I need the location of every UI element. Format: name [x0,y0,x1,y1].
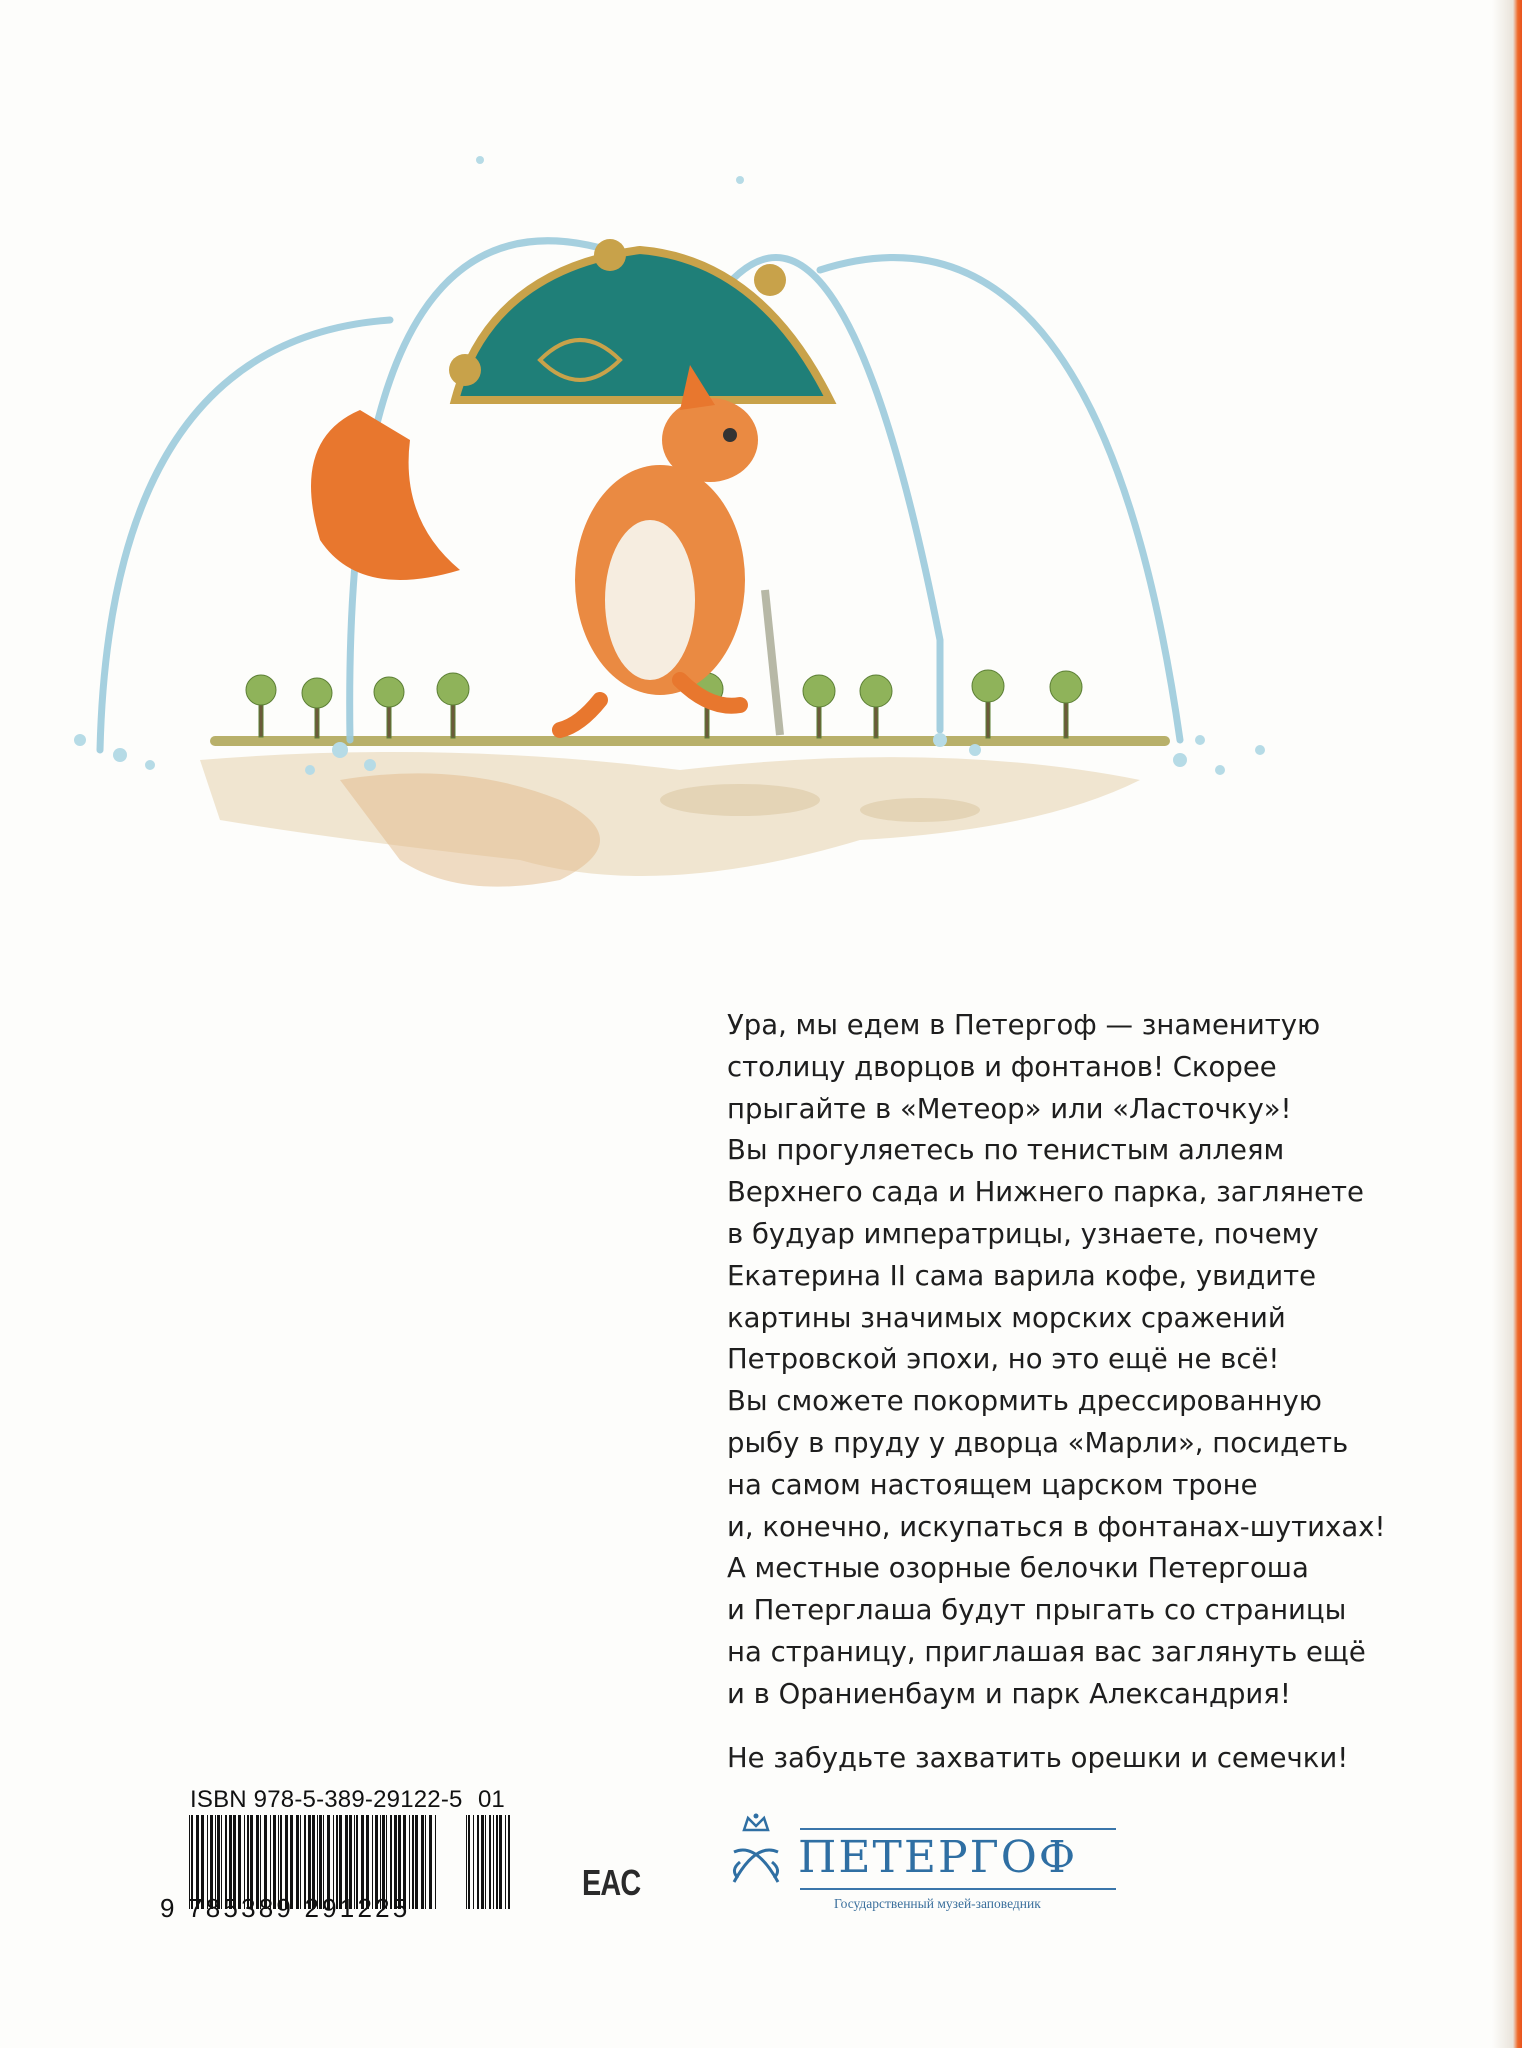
blurb-line: на самом настоящем царском троне [727,1468,1258,1501]
eac-certification-mark: EAC [582,1862,641,1903]
blurb-line: столицу дворцов и фонтанов! Скорее [727,1050,1277,1083]
blurb-line: на страницу, приглашая вас заглянуть ещё [727,1635,1366,1668]
logo-name: ПЕТЕРГОФ [798,1832,1078,1883]
peterhof-museum-logo [722,1808,1122,1918]
blurb-line: Вы прогуляетесь по тенистым аллеям [727,1134,1285,1167]
logo-subtitle: Государственный музей-заповедник [834,1896,1041,1911]
blurb-line: А местные озорные белочки Петергоша [727,1552,1309,1585]
blurb-line: и Петерглаша будут прыгать со страницы [727,1594,1347,1627]
blurb-line: и в Ораниенбаум и парк Александрия! [727,1677,1291,1710]
blurb-line: рыбу в пруду у дворца «Марли», посидеть [727,1426,1349,1459]
logo-rule-bottom [800,1888,1116,1890]
blurb-paragraph [727,1005,1386,1716]
blurb-line: Ура, мы едем в Петергоф — знаменитую [727,1009,1321,1041]
logo-rule-top [800,1828,1116,1830]
water-reflection [200,752,1140,887]
isbn-label: ISBN 978-5-389-29122-5 [190,1786,463,1813]
blurb-line: Верхнего сада и Нижнего парка, заглянете [727,1176,1364,1209]
blurb-line: картины значимых морских сражений [727,1301,1286,1334]
tricorn-hat [449,239,830,400]
addon-barcode [465,1815,511,1909]
blurb-closing: Не забудьте захватить орешки и семечки! [727,1741,1349,1774]
squirrel-fountain-illustration [40,140,1300,940]
crown-monogram-icon [722,1812,790,1912]
blurb-line: прыгайте в «Метеор» или «Ласточку»! [727,1092,1292,1125]
blurb-line: Вы сможете покормить дрессированную [727,1385,1322,1418]
blurb-line: и, конечно, искупаться в фонтанах-шутихах! [727,1510,1386,1543]
garden-ground [210,736,1170,746]
barcode-digits: 9 785389 291225 [160,1893,411,1923]
back-cover-blurb [727,1005,1386,1779]
blurb-line: Екатерина II сама варила кофе, увидите [727,1259,1317,1292]
book-spine-edge [1492,0,1522,2048]
blurb-line: Петровской эпохи, но это ещё не всё! [727,1343,1280,1376]
blurb-line: в будуар императрицы, узнаете, почему [727,1217,1319,1250]
barcode-addon-code: 01 [478,1786,505,1813]
